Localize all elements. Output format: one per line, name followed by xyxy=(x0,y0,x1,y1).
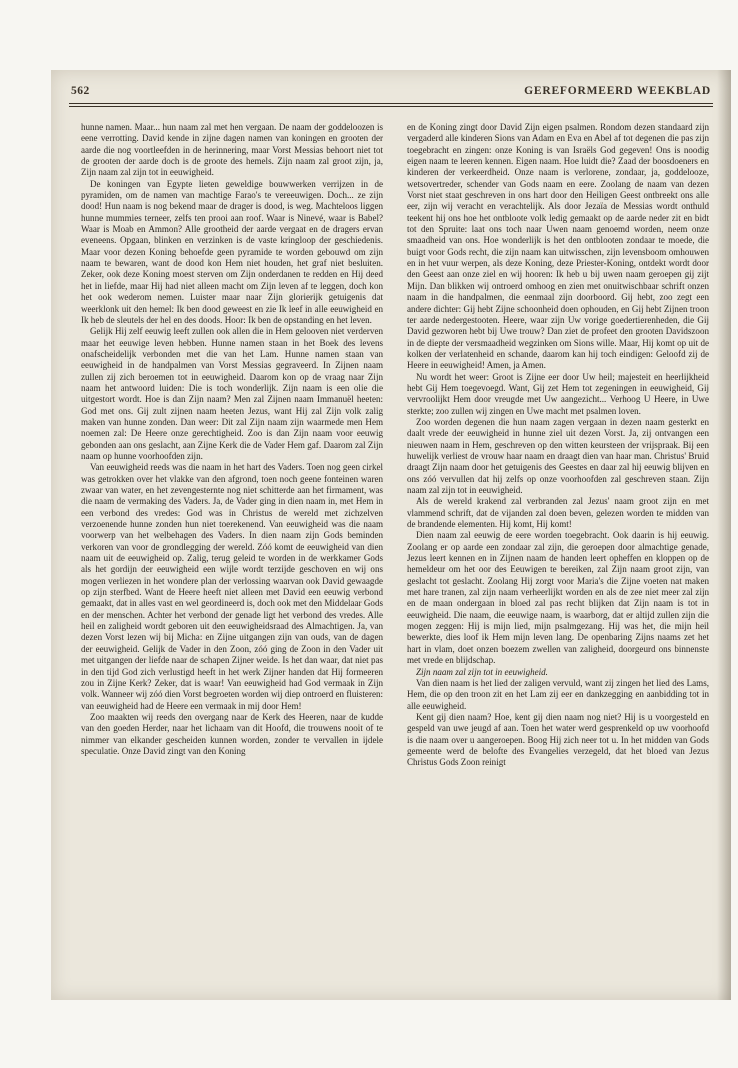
paragraph: De koningen van Egypte lieten geweldige bouwwerken verrijzen in de pyramiden, om de namen van machtige Farao's te vereeuwigen. Doch... ze zijn dood! Hun naam is nog bekend maar de drager is dood, is weg. Machteloos liggen hunne mummies terneer, zelfs ten prooi aan roof. Waar is Ninevé, waar is Babel? Waar is Moab en Ammon? Alle grootheid der aarde vergaat en de dragers ervan eveneens. Opgaan, blinken en verzinken is de vaste kringloop der geschiedenis. Maar voor dezen Koning behoefde geen pyramide te worden gebouwd om zijn naam te bewaren, want de dood kon Hem niet houden, het graf niet besluiten. Zeker, ook deze Koning moest sterven om Zijn onderdanen te redden en Hij deed het in liefde, maar Hij had niet alleen macht om Zijn leven af te leggen, doch kon het ook wederom nemen. Luister maar naar Zijn glorierijk getuigenis dat weerklonk uit den hemel: Ik ben dood geweest en zie Ik leef in alle eeuwigheid en Ik heb de sleutels der hel en des doods. Hoor: Ik ben de opstanding en het leven. xyxy=(81,178,383,325)
paragraph: Gelijk Hij zelf eeuwig leeft zullen ook allen die in Hem gelooven niet verderven maar het eeuwige leven hebben. Hunne namen staan in het Boek des levens onafscheidelijk verbonden met die van het Lam. Hunne namen staan van eeuwigheid in de handpalmen van Vorst Messias gegraveerd. In Zijnen naam zullen zij zich beroemen tot in eeuwigheid. Daarom kon op de vraag naar Zijn naam het antwoord luiden: Die is toch wonderlijk. Zijn naam is een olie die uitgestort wordt. Hoe is dan Zijn naam? Men zal Zijnen naam Immanuël heeten: God met ons. Gij zult zijnen naam heeten Jezus, want Hij zal Zijn volk zalig maken van hunne zonden. Dan weer: Dit zal Zijn naam zijn waarmede men Hem noemen zal: De Heere onze gerechtigheid. Zoo is dan Zijn naam voor eeuwig gebonden aan ons geslacht, aan Zijne Kerk die de Vader Hem gaf. Daarom zal Zijn naam op hunne voorhoofden zijn. xyxy=(81,326,383,461)
header-rule-thin xyxy=(69,106,713,107)
paragraph: en de Koning zingt door David Zijn eigen psalmen. Rondom dezen standaard zijn vergaderd alle kinderen Sions van Adam en Eva en Abel af tot degenen die pas zijn toegebracht en zingen: onze Koning is van Israëls God gegeven! Ons is noodig eigen naam te leeren kennen. Eigen naam. Hoe luidt die? Zaad der boosdoeners en kinderen der verkeerdheid. Onze naam is verlorene, zondaar, ja, goddelooze, wetsovertreder, schender van Gods naam en eere. Zoolang de naam van dezen Vorst niet staat geschreven in ons hart door den Heiligen Geest ontbreekt ons alle eer, zijn wij veracht en verachtelijk. Als door Jezaïa de Messias wordt onthuld teekent hij ons hoe het ontbloote volk ledig gemaakt op de aarde neder zit en bidt tot den Spruite: laat ons toch naar Uwen naam genoemd worden, neem onze smaadheid van ons. Hoe wonderlijk is het den ontblooten zondaar te moede, die buigt voor Gods recht, die zijn naam kan uitwisschen, zijn levensboom omhouwen en in het vuur werpen, als deze Koning, deze Priester-Koning, ontdekt wordt door den Geest aan onze ziel en wij hooren: Ik heb u bij uwen naam geroepen gij zijt Mijn. Dan blikken wij ontroerd omhoog en zien met onuitwischbaar schrift onzen naam in die handpalmen, die eenmaal zijn doorboord. Gij hebt, zoo zegt een andere dichter: Gij hebt Zijne schoonheid doen ophouden, en Gij hebt Zijnen troon ter aarde nedergestooten. Heere, waar zijn Uw vorige goedertierenheden, die Gij David gezworen hebt bij Uwe trouw? Dan ziet de profeet den grooten Davidszoon in de diepte der versmaadheid wegzinken om Sions wille. Maar, Hij komt op uit de kolken der verlatenheid en schande, daarom kan hij toch eindigen: Geloofd zij de Heere in eeuwigheid! Amen, ja Amen. xyxy=(407,122,709,371)
left-column xyxy=(81,122,383,988)
paragraph: Nu wordt het weer: Groot is Zijne eer door Uw heil; majesteit en heerlijkheid hebt Gij Hem toegevoegd. Want, Gij zet Hem tot zegeningen in eeuwigheid, Gij vervroolijkt Hem door vreugde met Uw aangezicht... Verhoog U Heere, in Uwe sterkte; zoo zullen wij zingen en Uwe macht met psalmen loven. xyxy=(407,371,709,416)
paragraph: hunne namen. Maar... hun naam zal met hen vergaan. De naam der goddeloozen is eene verrotting. David kende in zijne dagen namen van koningen en grooten der aarde die nog voortleefden in de herinnering, maar Vorst Messias behoort niet tot de grooten der aarde doch is de groote des hemels. Zijn naam zal groot zijn, ja, Zijn naam zal zijn tot in eeuwigheid. xyxy=(81,122,383,178)
paragraph: Als de wereld krakend zal verbranden zal Jezus' naam groot zijn en met vlammend schrift, dat de vijanden zal doen beven, gelezen worden te midden van de brandende elementen. Hij komt, Hij komt! xyxy=(407,496,709,530)
paragraph: Van dien naam is het lied der zaligen vervuld, want zij zingen het lied des Lams, Hem, die op den troon zit en het Lam zij eer en dankzegging en aanbidding tot in alle eeuwigheid. xyxy=(407,677,709,711)
paragraph: Zoo worden degenen die hun naam zagen vergaan in dezen naam gesterkt en daalt vrede der eeuwigheid in hunne ziel uit dezen Vorst. Ja, zij ontvangen een nieuwen naam in Hem, geschreven op den witten keursteen der vrijspraak. Bij een huwelijk verliest de vrouw haar naam en draagt dien van haar man. Christus' Bruid draagt Zijn naam door het getuigenis des Geestes en daar zal hij eeuwig blijven en ons zóó vervullen dat hij zelfs op onze voorhoofden zal geschreven staan. Zijn naam zal zijn tot in eeuwigheid. xyxy=(407,416,709,495)
page-gutter-shadow xyxy=(717,70,731,1000)
page-number: 562 xyxy=(71,85,90,97)
right-column xyxy=(407,122,709,988)
journal-title: GEREFORMEERD WEEKBLAD xyxy=(524,85,711,97)
header-rule xyxy=(69,103,713,104)
page-header xyxy=(69,83,713,101)
paragraph: Dien naam zal eeuwig de eere worden toegebracht. Ook daarin is hij eeuwig. Zoolang er op aarde een zondaar zal zijn, die geroepen door almachtige genade, Jezus leert kennen en in Zijnen naam de handen leert opheffen en kloppen op de hemeldeur om het oor des Eeuwigen te bereiken, zal Zijn naam groot zijn, van geslacht tot geslacht. Zoolang Hij zorgt voor Maria's die Zijne voeten nat maken met hare tranen, zal zijn naam verheerlijkt worden en als de zee niet meer zal zijn en de maan ondergaan in bloed zal pas recht blijken dat Zijn naam is tot in eeuwigheid. Die naam, die eeuwige naam, is waarborg, dat er altijd zullen zijn die mogen zeggen: Hij is mijn lied, mijn psalmgezang. Hij was het, die mijn heil bewerkte, dies loof ik Hem mijn leven lang. De openbaring Zijns naams zet het hart in vlam, doet onzen boezem zwellen van zaligheid, doorgeurd ons binnenste met vrede en blijdschap. xyxy=(407,530,709,666)
newspaper-page xyxy=(51,70,731,1000)
paragraph: Van eeuwigheid reeds was die naam in het hart des Vaders. Toen nog geen cirkel was getrokken over het vlakke van den afgrond, toen noch geene fonteinen waren zwaar van water, en het zevengesternte nog niet schitterde aan het firmament, was die naam de vermaking des Vaders. Ja, de Vader ging in dien naam in, met Hem in een verbond des vredes: God was in Christus de wereld met zichzelven verzoenende hunne zonden hun niet toerekenend. Van eeuwigheid was die naam voorwerp van het welbehagen des Vaders. In dien naam zijn Gods beminden verkoren van voor de grondlegging der wereld. Zóó komt de eeuwigheid van dien naam uit de eeuwigheid op. Zalig, terug geleid te worden in de werkkamer Gods als het gordijn der eeuwigheid een wijle wordt terzijde geschoven en wij ons mogen verliezen in het wondere plan der verlossing waarvan ook David gewaagde op zijn sterfbed. Want de Heere heeft niet alleen met David een eeuwig verbond gemaakt, dat in alles vast en wel geordineerd is, doch ook met den Middelaar Gods en der menschen. Achter het verbond der genade ligt het verbond des vredes. Alle heil en zaligheid wordt geboren uit den eeuwigheidsraad des Almachtigen. Ja, van dezen Vorst lezen wij bij Micha: en Zijne uitgangen zijn van ouds, van de dagen der eeuwigheid. Gelijk de Vader in den Zoon, zóó ging de Zoon in den Vader uit met uitgangen der liefde naar de schapen Zijner weide. Is het dan waar, dat niet pas in den tijd God zich verlustigd heeft in het werk Zijner handen dat Hij formeeren zou in Zijne Kerk? Zeker, dat is waar! Van eeuwigheid had God vermaak in Zijn volk. Wanneer wij zóó dien Vorst begroeten worden wij diep ontroerd en fluisteren: van eeuwigheid had de Heere een vermaak in mij door Hem! xyxy=(81,462,383,711)
paragraph: Zoo maakten wij reeds den overgang naar de Kerk des Heeren, naar de kudde van den goeden Herder, naar het lichaam van dit Hoofd, die trouwens nooit of te nimmer van elkander gescheiden kunnen worden, zonder te vervallen in ijdele speculatie. Onze David zingt van den Koning xyxy=(81,711,383,756)
paragraph: Kent gij dien naam? Hoe, kent gij dien naam nog niet? Hij is u voorgesteld en gespeld van uwe jeugd af aan. Toen het water werd gesprenkeld op uw voorhoofd is die naam over u aangeroepen. Boog Hij zich neer tot u. In het midden van Gods gemeente werd de belofte des Evangelies verzegeld, dat het bloed van Jezus Christus Gods Zoon reinigt xyxy=(407,711,709,768)
paragraph-italic-refrain: Zijn naam zal zijn tot in eeuwigheid. xyxy=(416,666,548,677)
